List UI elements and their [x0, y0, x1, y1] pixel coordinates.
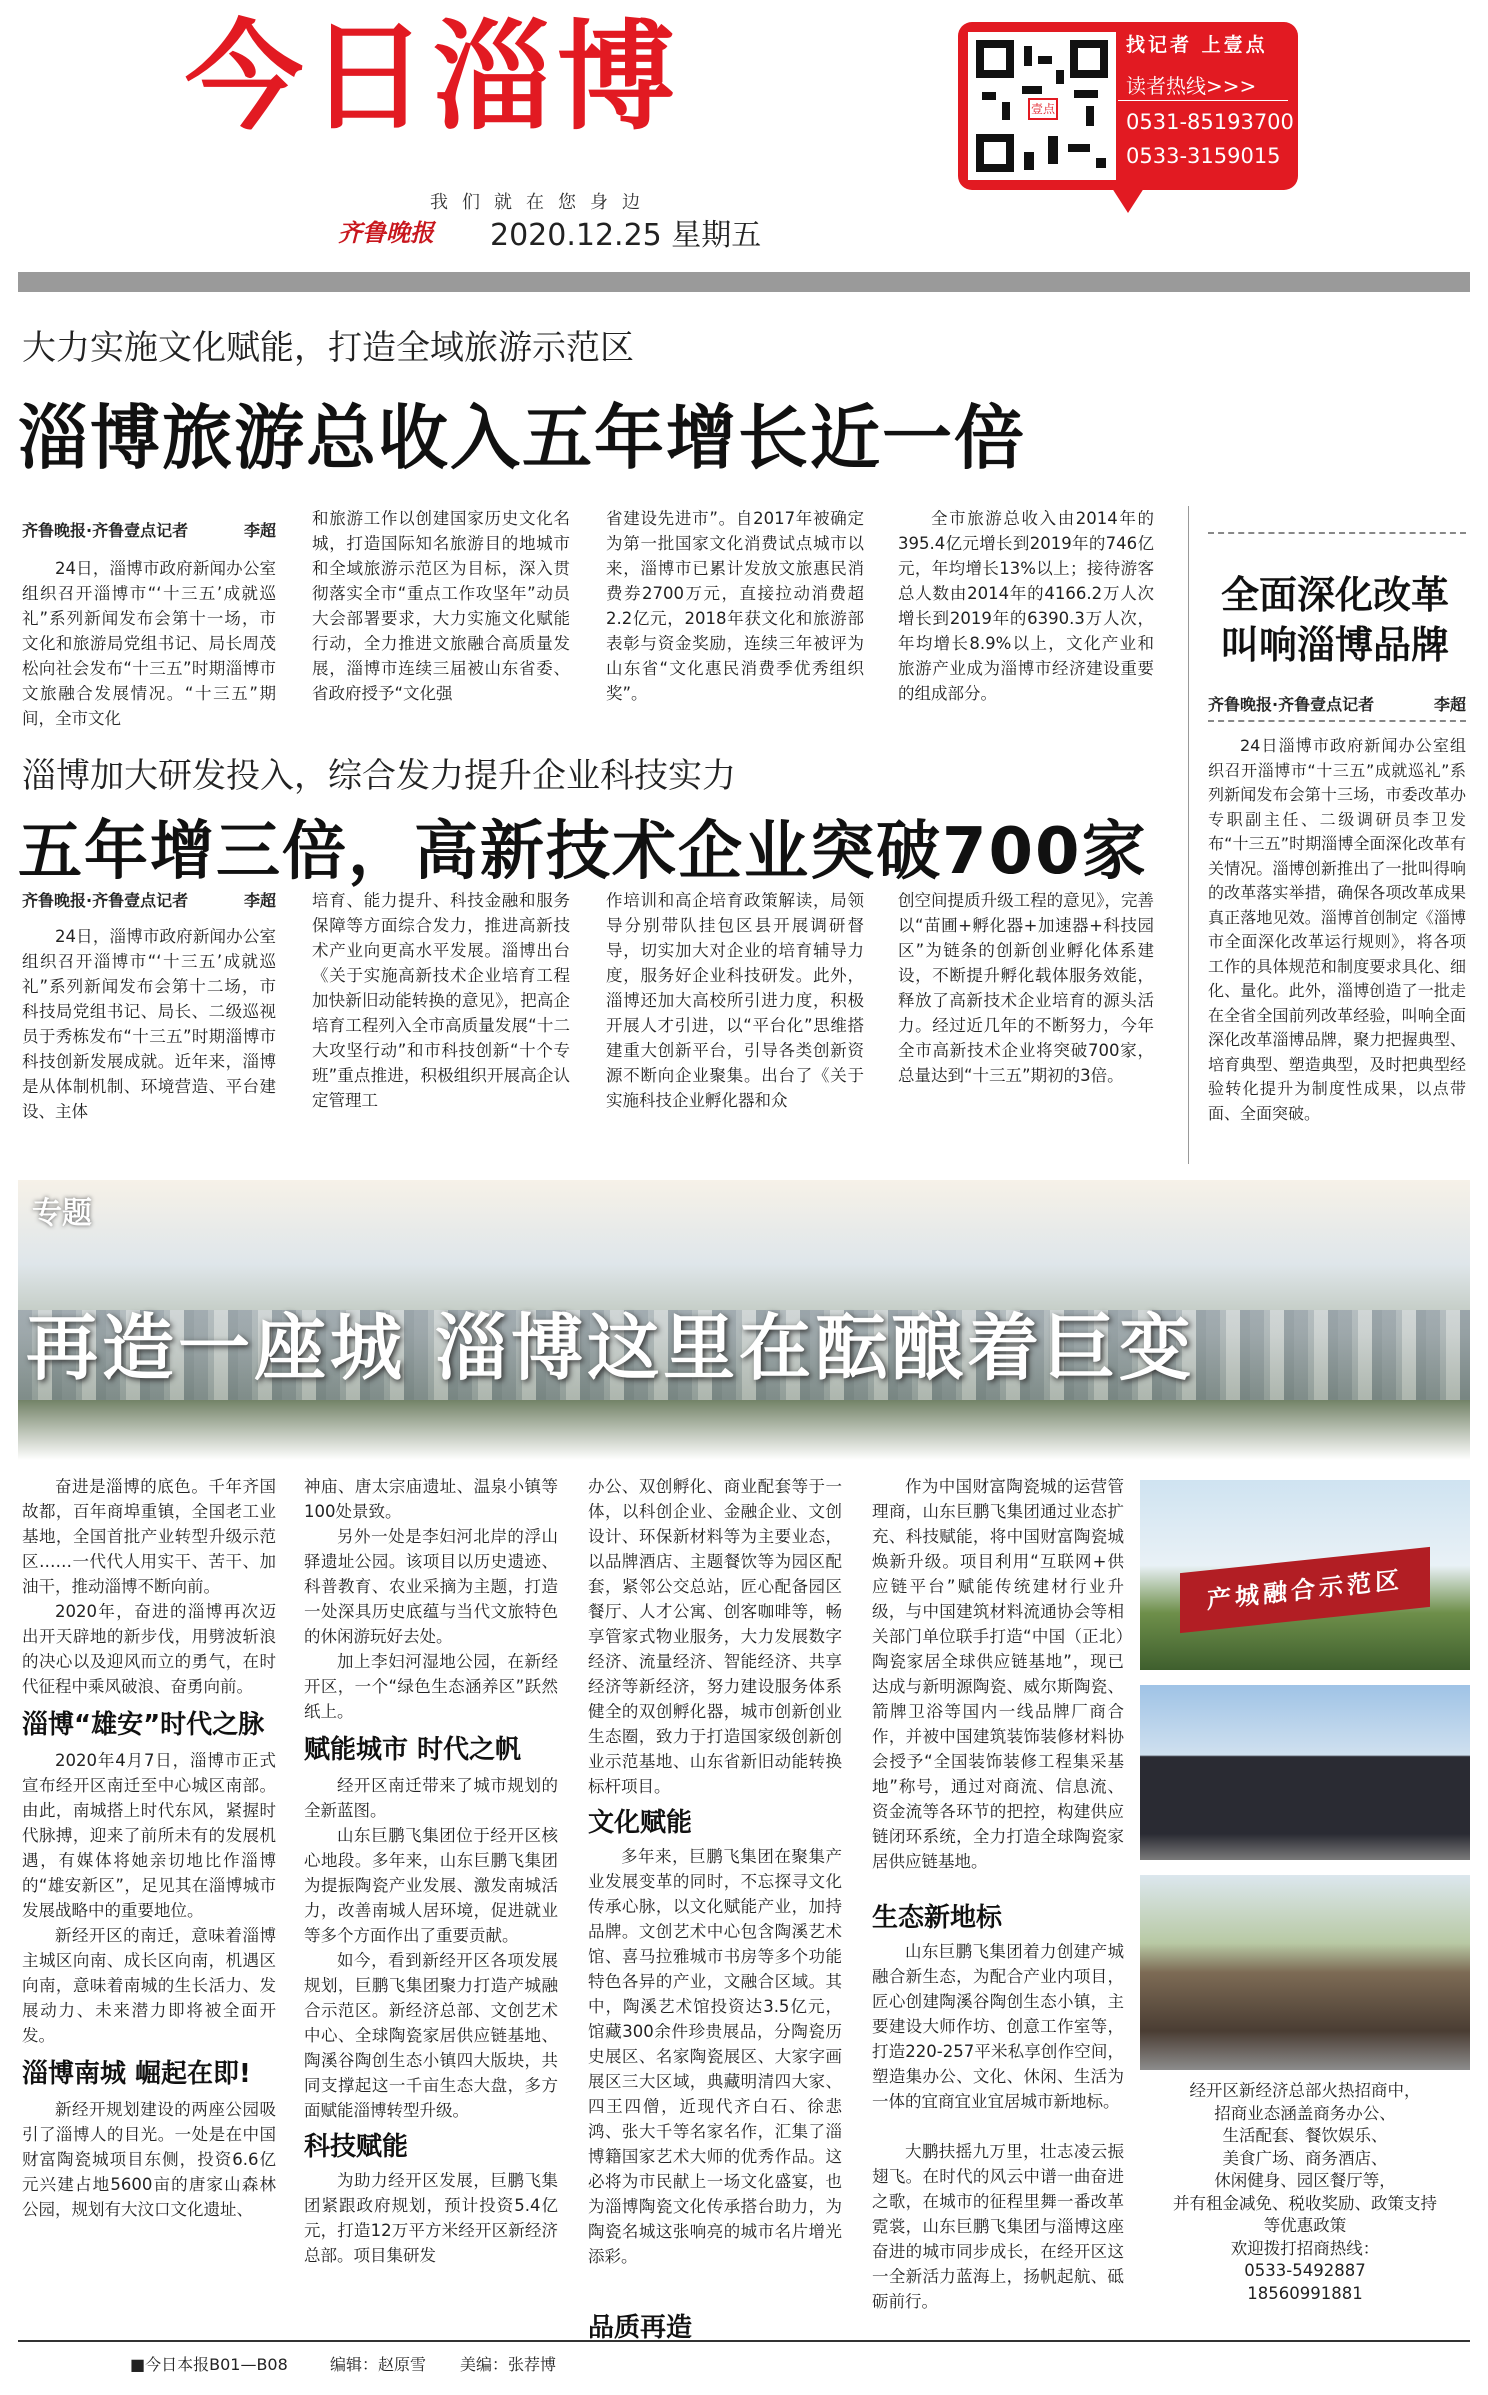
subhead: 品质再造: [588, 2313, 693, 2343]
footer-editor: 编辑：赵原雪: [330, 2355, 427, 2374]
subhead: 淄博南城 崛起在即!: [22, 2059, 251, 2089]
story1-byline: [22, 518, 276, 541]
byline-org: 齐鲁晚报·齐鲁壹点记者: [22, 891, 189, 910]
story2-col2: 培育、能力提升、科技金融和服务保障等方面综合发力，推进高新技术产业向更高水平发展。淄博出台《关于实施高新技术企业培育工程加快新旧动能转换的意见》，把高企培育工程列入全市高质量发展“十二大攻坚行动”和市科技创新“十个专班”重点推进，积极组织开展高企认定管理工: [312, 891, 570, 1110]
subhead: 科技赋能: [304, 2132, 409, 2162]
feature-banner-image: [18, 1180, 1470, 1460]
paragraph: 2020年，奋进的淄博再次迈出开天辟地的新步伐，用劈波斩浪的决心以及迎风而立的勇气，在时代征程中乘风破浪、奋勇向前。: [22, 1602, 276, 1696]
masthead-logo: 今日淄博: [185, 8, 682, 146]
paragraph: 新经开区的南迁，意味着淄博主城区向南、成长区向南，机遇区向南，意味着南城的生长活力、发展动力、未来潜力即将被全面开发。: [22, 1926, 276, 2045]
story1-kicker: 大力实施文化赋能，打造全域旅游示范区: [22, 328, 634, 368]
masthead-rule: [18, 272, 1470, 292]
subhead: 赋能城市 时代之帆: [304, 1735, 522, 1765]
feature-label: 专题: [32, 1196, 92, 1231]
ad-line: 并有租金减免、税收奖励、政策支持: [1173, 2193, 1437, 2213]
photo-office-building: [1140, 1685, 1470, 1860]
ad-line: 生活配套、餐饮娱乐、: [1222, 2126, 1388, 2145]
subhead: 淄博“雄安”时代之脉: [22, 1710, 265, 1740]
story2-col1: 24日，淄博市政府新闻办公室组织召开淄博市“‘十三五’成就巡礼”系列新闻发布会第十二场，市科技局党组书记、局长、二级巡视员于秀栋发布“十三五”时期淄博市科技创新发展成就。近年来，淄博是从体制机制、环境营造、平台建设、主体: [22, 927, 276, 1121]
story1-col2: 和旅游工作以创建国家历史文化名城，打造国际知名旅游目的地城市和全域旅游示范区为目标，深入贯彻落实全市“重点工作攻坚年”动员大会部署要求，大力实施文化赋能行动，全力推进文旅融合高质量发展，淄博市连续三届被山东省委、省政府授予“文化强: [312, 509, 570, 703]
speech-bubble-tail: [1110, 185, 1146, 213]
qr-logo: 壹点: [1028, 98, 1058, 120]
sidebar-headline-1[interactable]: 全面深化改革: [1220, 573, 1449, 617]
qr-code-icon[interactable]: [968, 32, 1116, 180]
story1-col1: 24日，淄博市政府新闻办公室组织召开淄博市“‘十三五’成就巡礼”系列新闻发布会第十一场，市文化和旅游局党组书记、局长周茂松向社会发布“十三五”时期淄博市文旅融合发展情况。“十三五”期间，全市文化: [22, 559, 276, 728]
paragraph: 山东巨鹏飞集团着力创建产城融合新生态，为配合产业内项目，匠心创建陶溪谷陶创生态小镇，主要建设大师作坊、创意工作室等，打造220-257平米私享创作空间，塑造集办公、文化、休闲、生活为一体的宜商宜业宜居城市新地标。: [872, 1942, 1124, 2111]
story1-headline[interactable]: 淄博旅游总收入五年增长近一倍: [18, 397, 1026, 479]
ad-line: 招商业态涵盖商务办公、: [1214, 2103, 1396, 2123]
ad-phone[interactable]: 18560991881: [1247, 2283, 1363, 2303]
sidebar-top-rule: [1208, 532, 1466, 534]
paragraph: 另外一处是李妇河北岸的浮山驿遗址公园。该项目以历史遗迹、科普教育、农业采摘为主题，打造一处深具历史底蕴与当代文旅特色的休闲游玩好去处。: [304, 1527, 558, 1646]
feature-title[interactable]: 再造一座城 淄博这里在酝酿着巨变: [26, 1306, 1196, 1390]
story2-byline: [22, 888, 276, 911]
paper-name: 齐鲁晚报: [338, 218, 434, 247]
paragraph: 加上李妇河湿地公园，在新经开区，一个“绿色生态涵养区”跃然纸上。: [304, 1652, 558, 1721]
byline-author: 李超: [1433, 695, 1466, 714]
paragraph: 神庙、唐太宗庙遗址、温泉小镇等100处景致。: [304, 1477, 558, 1521]
park-sign: 产城融合示范区: [1180, 1547, 1430, 1633]
paragraph: 如今，看到新经开区各项发展规划，巨鹏飞集团聚力打造产城融合示范区。新经济总部、文创艺术中心、全球陶瓷家居供应链基地、陶溪谷陶创生态小镇四大版块，共同支撑起这一千亩生态大盘，多方面赋能淄博转型升级。: [304, 1951, 558, 2120]
feature-col-a: [22, 1474, 276, 2257]
ad-line: 经开区新经济总部火热招商中，: [1189, 2081, 1421, 2100]
paragraph: 经开区南迁带来了城市规划的全新蓝图。: [304, 1776, 558, 1820]
recruit-ad: [1140, 2080, 1470, 2305]
story2-col3: 作培训和高企培育政策解读，局领导分别带队挂包区县开展调研督导，切实加大对企业的培育辅导力度，服务好企业科技研发。此外，淄博还加大高校所引进力度，积极开展人才引进，以“平台化”思维搭建重大创新平台，引导各类创新资源不断向企业聚集。出台了《关于实施科技企业孵化器和众: [606, 891, 864, 1110]
feature-col-d: [872, 1474, 1124, 2311]
story2-col4: 创空间提质升级工程的意见》，完善以“苗圃+孵化器+加速器+科技园区”为链条的创新创业孵化体系建设，不断提升孵化载体服务效能，释放了高新技术企业培育的源头活力。经过近几年的不断努力，今年全市高新技术企业将突破700家，总量达到“十三五”期初的3倍。: [898, 891, 1154, 1085]
paragraph: 奋进是淄博的底色。千年齐国故都，百年商埠重镇，全国老工业基地，全国首批产业转型升级示范区……一代代人用实干、苦干、加油干，推动淄博不断向前。: [22, 1477, 276, 1596]
story2-headline[interactable]: 五年增三倍，高新技术企业突破700家: [18, 815, 1148, 889]
sidebar-byline: [1208, 692, 1466, 715]
paragraph: 为助力经开区发展，巨鹏飞集团紧跟政府规划，预计投资5.4亿元，打造12万平方米经开区新经济总部。项目集研发: [304, 2171, 558, 2265]
ad-line: 休闲健身、园区餐厅等，: [1214, 2171, 1396, 2190]
paragraph: 2020年4月7日，淄博市正式宣布经开区南迁至中心城区南部。由此，南城搭上时代东风，紧握时代脉搏，迎来了前所未有的发展机遇，有媒体将她亲切地比作淄博的“雄安新区”，足见其在淄博城市发展战略中的重要地位。: [22, 1751, 276, 1920]
footer-pages: ■今日本报B01—B08: [130, 2355, 288, 2374]
reader-hotline-box: [958, 22, 1298, 190]
photo-gate-building: [1140, 1875, 1470, 2070]
hotline-phone1[interactable]: 0531-85193700: [1126, 110, 1294, 134]
masthead-slogan: 我们就在您身边: [430, 192, 654, 213]
story1-col4: 全市旅游总收入由2014年的395.4亿元增长到2019年的746亿元，年均增长13%以上；接待游客总人数由2014年的4166.2万人次增长到2019年的6390.3万人次，年均增长8.9%以上，文化产业和旅游产业成为淄博市经济建设重要的组成部分。: [898, 509, 1154, 703]
ad-line: 欢迎拨打招商热线：: [1230, 2238, 1380, 2258]
ad-phone[interactable]: 0533-5492887: [1244, 2261, 1366, 2280]
sidebar-text: 24日淄博市政府新闻办公室组织召开淄博市“十三五”成就巡礼”系列新闻发布会第十三场，市委改革办专职副主任、二级调研员李卫发布“十三五”时期淄博全面深化改革有关情况。淄博创新推出了一批叫得响的改革落实举措，确保各项改革成果真正落地见效。淄博首创制定《淄博市全面深化改革运行规则》，将各项工作的具体规范和制度要求具化、细化、量化。此外，淄博创造了一批走在全省全国前列改革经验，叫响全面深化改革淄博品牌，聚力把握典型、培育典型、塑造典型，及时把典型经验转化提升为制度性成果，以点带面、全面突破。: [1208, 736, 1466, 1123]
ad-line: 美食广场、商务酒店、: [1222, 2148, 1388, 2168]
byline-author: 李超: [243, 521, 276, 540]
feature-col-b: [304, 1474, 558, 2268]
sidebar-divider: [1188, 506, 1189, 1164]
byline-org: 齐鲁晚报·齐鲁壹点记者: [22, 521, 189, 540]
paragraph: 作为中国财富陶瓷城的运营管理商，山东巨鹏飞集团通过业态扩充、科技赋能，将中国财富陶瓷城焕新升级。项目利用“互联网+供应链平台”赋能传统建材行业升级，与中国建筑材料流通协会等相关部门单位联手打造“中国（正北）陶瓷家居全球供应链基地”，现已达成与新明源陶瓷、威尔斯陶瓷、箭牌卫浴等国内一线品牌厂商合作，并被中国建筑装饰装修材料协会授予“全国装饰装修工程集采基地”称号，通过对商流、信息流、资金流等各环节的把控，构建供应链闭环系统，全力打造全球陶瓷家居供应链基地。: [872, 1477, 1124, 1871]
paragraph: 大鹏扶摇九万里，壮志凌云振翅飞。在时代的风云中谱一曲奋进之歌，在城市的征程里舞一番改革霓裳，山东巨鹏飞集团与淄博这座奋进的城市同步成长，在经开区这一全新活力蓝海上，扬帆起航、砥砺前行。: [872, 2142, 1124, 2311]
subhead: 生态新地标: [872, 1903, 1003, 1933]
paragraph: 办公、双创孵化、商业配套等于一体，以科创企业、金融企业、文创设计、环保新材料等为主要业态，以品牌酒店、主题餐饮等为园区配套，紧邻公交总站，匠心配备园区餐厅、人才公寓、创客咖啡等，畅享管家式物业服务，大力发展数字经济、流量经济、智能经济、共享经济等新经济，努力建设服务体系健全的双创孵化器，城市创新创业生态圈，致力于打造国家级创新创业示范基地、山东省新旧动能转换标杆项目。: [588, 1477, 842, 1796]
paragraph: 多年来，巨鹏飞集团在聚集产业发展变革的同时，不忘探寻文化传承心脉，以文化赋能产业，加持品牌。文创艺术中心包含陶溪艺术馆、喜马拉雅城市书房等多个功能特色各异的产业，文融合区域。其中，陶溪艺术馆投资达3.5亿元，馆藏300余件珍贵展品，分陶瓷历史展区、名家陶瓷展区、大家字画展区三大区域，典藏明清四大家、四王四僧，近现代齐白石、徐悲鸿、张大千等名家名作，汇集了淄博籍国家艺术大师的优秀作品。这必将为市民献上一场文化盛宴，也为淄博陶瓷文化传承搭台助力，为陶瓷名城这张响亮的城市名片增光添彩。: [588, 1847, 842, 2266]
hotline-phone2[interactable]: 0533-3159015: [1126, 144, 1281, 168]
paragraph: 新经开规划建设的两座公园吸引了淄博人的目光。一处是在中国财富陶瓷城项目东侧，投资6.6亿元兴建占地5600亩的唐家山森林公园，规划有大汶口文化遗址、: [22, 2100, 276, 2219]
ad-line: 等优惠政策: [1263, 2216, 1347, 2235]
subhead: 文化赋能: [588, 1808, 693, 1838]
hotline-line2: 读者热线>>>: [1126, 74, 1257, 98]
footer-designer: 美编：张荐博: [460, 2355, 557, 2374]
sidebar-byline-rule: [1208, 720, 1466, 722]
sidebar-headline-2[interactable]: 叫响淄博品牌: [1220, 623, 1449, 667]
story1-col3: 省建设先进市”。自2017年被确定为第一批国家文化消费试点城市以来，淄博市已累计发放文旅惠民消费券2700万元，直接拉动消费超2.2亿元，2018年获文化和旅游部表彰与资金奖励，连续三年被评为山东省“文化惠民消费季优秀组织奖”。: [606, 509, 864, 703]
byline-author: 李超: [243, 891, 276, 910]
feature-col-c: [588, 1474, 842, 2341]
story2-kicker: 淄博加大研发投入，综合发力提升企业科技实力: [22, 756, 736, 796]
issue-date: 2020.12.25 星期五: [490, 218, 762, 253]
photo-park-sign: [1140, 1480, 1470, 1670]
byline-org: 齐鲁晚报·齐鲁壹点记者: [1208, 695, 1375, 714]
hotline-line1: 找记者 上壹点: [1126, 34, 1268, 56]
paragraph: 山东巨鹏飞集团位于经开区核心地段。多年来，山东巨鹏飞集团为提振陶瓷产业发展、激发南城活力，改善南城人居环境，促进就业等多个方面作出了重要贡献。: [304, 1826, 558, 1945]
footer-rule: [18, 2340, 1470, 2342]
